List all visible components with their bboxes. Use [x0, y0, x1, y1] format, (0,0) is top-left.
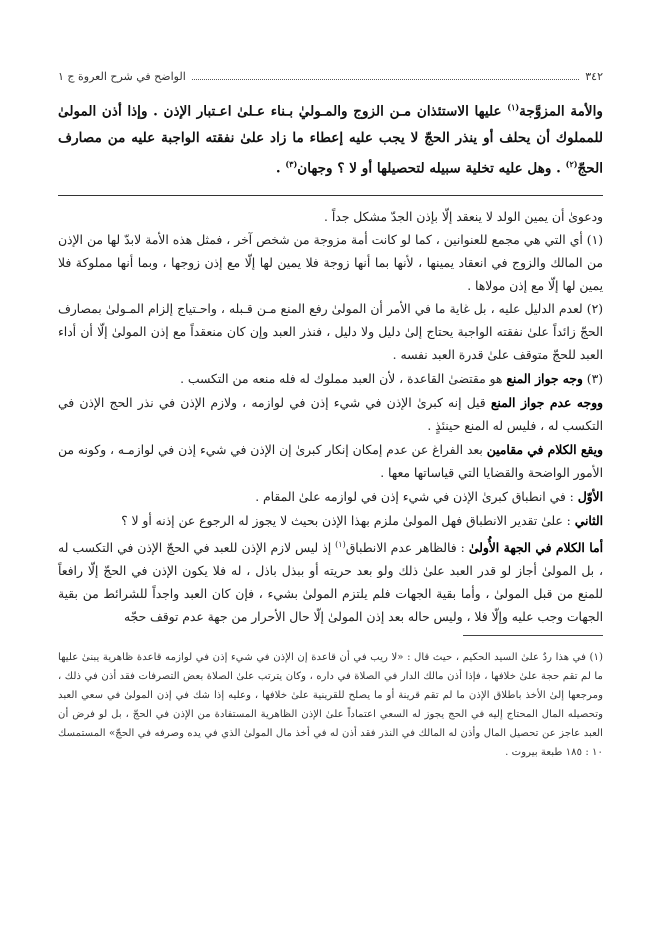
- footnote-marker: (٢): [565, 158, 578, 169]
- main-text-segment: عليها الاستئذان مـن الزوج والمـوليٰ بـناء عـلىٰ اعـتبار الإذن . وإذا أذن المولىٰ للمملوك أن يحلف أو ينذر الحجّ لا يجب عليه إعطاء ما زاد علىٰ نفقته الواجبة عليه من مصارف الحجّ: [58, 103, 603, 177]
- bold-heading: الثاني: [574, 513, 603, 529]
- main-text-segment: والأمة المزوَّجة: [519, 103, 603, 120]
- paragraph-text: هو مقتضىٰ القاعدة ، لأن العبد مملوك له فله منعه من التكسب .: [180, 372, 507, 387]
- footnote-divider: [463, 635, 603, 636]
- commentary: [58, 206, 603, 629]
- paragraph-number: (٣): [582, 372, 603, 387]
- bold-heading: ووجه عدم جواز المنع: [490, 395, 603, 411]
- commentary-paragraph: [58, 438, 603, 485]
- commentary-paragraph: (٢) لعدم الدليل عليه ، بل غاية ما في الأمر أن المولىٰ رفع المنع مـن قـبله ، واحـتياج إلزام المـولىٰ بمصارف الحجّ زائداً علىٰ نفقته الواجبة يحتاج إلىٰ دليل ولا دليل ، فنذر العبد وإن كان منعقداً مع إذن المولىٰ إلّا أن أداء العبد للحجّ متوقف علىٰ قدرة العبد نفسه .: [58, 302, 603, 363]
- commentary-paragraph: [58, 509, 603, 533]
- commentary-paragraph: ودعوىٰ أن يمين الولد لا ينعقد إلّا بإذن الجدّ مشكل جداً .: [324, 210, 603, 225]
- commentary-paragraph: [58, 391, 603, 438]
- main-text-segment: . وهل عليه تخلية سبيله لتحصيلها أو لا ؟ وجهان: [297, 160, 566, 177]
- main-text-segment: .: [275, 160, 286, 177]
- main-text: [58, 94, 603, 181]
- bold-heading: أما الكلام في الجهة الأُولىٰ: [468, 540, 603, 556]
- page: [58, 70, 603, 935]
- commentary-paragraph: [58, 367, 603, 391]
- paragraph-text: بعد الفراغ عن عدم إمكان إنكار كبرىٰ إن الإذن في شيء إذن في لوازمـه ، وكونه من الأمور الواضحة والقضايا التي قياساتها معها .: [58, 443, 603, 481]
- paragraph-text: : فالظاهر عدم الانطباق: [345, 541, 469, 556]
- header-dot-leader: [192, 70, 580, 80]
- footnote: [58, 648, 603, 762]
- running-title: الواضح في شرح العروة ج ١: [58, 70, 186, 83]
- bold-heading: ويقع الكلام في مقامين: [486, 442, 603, 458]
- bold-heading: الأوّل: [577, 489, 603, 505]
- commentary-paragraph: (١) أي التي هي مجمع للعنوانين ، كما لو كانت أمة مزوجة من شخص آخر ، فمثل هذه الأمة لابدّ لها من الإذن من المالك والزوج في انعقاد يمينها ، لأنها بما أنها زوجة فلا يمين لها إلّا مع إذن زوجها ، وبما أنها مملوكة فلا يمين لها إلّا مع إذن مولاها .: [58, 233, 603, 294]
- footnote-marker: (٣): [285, 158, 298, 169]
- running-header: [58, 70, 603, 92]
- commentary-paragraph: [58, 533, 603, 629]
- paragraph-text: : علىٰ تقدير الانطباق فهل المولىٰ ملزم بهذا الإذن بحيث لا يجوز له الرجوع عن إذنه أو لا ؟: [121, 514, 575, 529]
- footnote-marker: (١): [335, 540, 346, 550]
- footnote-marker: (١): [507, 102, 520, 112]
- commentary-paragraph: [58, 485, 603, 509]
- paragraph-text: إذ ليس لازم الإذن للعبد في الحجّ الإذن في التكسب له ، بل المولىٰ أجاز لو قدر العبد علىٰ ذلك ولو بعد حريته أو ببذل باذل ، له فلا يكون الإذن في الحجّ إلّا رافعاً للمنع من قبل المولىٰ ، وأما بقية الجهات فلم يلتزم المولىٰ بشيء ، فإن كان العبد واجداً للشرائط من بقية الجهات وجب عليه وإلّا فلا ، وليس حاله بعد إذن المولىٰ إلّا حال الأحرار من جهة عدم توقف حجّه: [58, 541, 603, 625]
- page-number: ٣٤٢: [585, 70, 603, 83]
- footnote-text: (١) في هذا ردٌ علىٰ السيد الحكيم ، حيث قال : «لا ريب في أن قاعدة إن الإذن في شيء إذن في لوازمه قاعدة ظاهرية يبنىٰ عليها ما لم تقم حجة علىٰ خلافها ، فإذا أذن مالك الدار في الصلاة في داره ، وكان يترتب علىٰ الصلاة بعض التصرفات فقد أذن في ذلك ، ومرجعها إلىٰ الأخذ باطلاق الإذن ما لم تقم قرينة أو ما يصلح للقرينية علىٰ خلافها ، وعليه إذا شك في إذن المولىٰ في سعي العبد وتحصيله المال المحتاج إليه في الحج يجوز له السعي اعتماداً علىٰ الإذن الظاهرية المستفادة من الإذن في الحجّ ، بل لو فرض أن العبد عاجز عن تحصيل المال وأذن له المالك في النذر فقد أذن له في أخذ مال المولىٰ الذي في يده وصرفه في الحجّ» المستمسك ١٠ : ١٨٥ طبعة بيروت .: [58, 652, 603, 759]
- bold-heading: وجه جواز المنع: [506, 371, 583, 387]
- paragraph-text: قيل إنه كبرىٰ الإذن في شيء إذن في لوازمه ، ولازم الإذن في نذر الحج الإذن في التكسب له ، فليس له المنع حينئذٍ .: [58, 396, 603, 434]
- paragraph-text: : في انطباق كبرىٰ الإذن في شيء إذن في لوازمه علىٰ المقام .: [255, 490, 578, 505]
- main-text-divider: [58, 195, 603, 196]
